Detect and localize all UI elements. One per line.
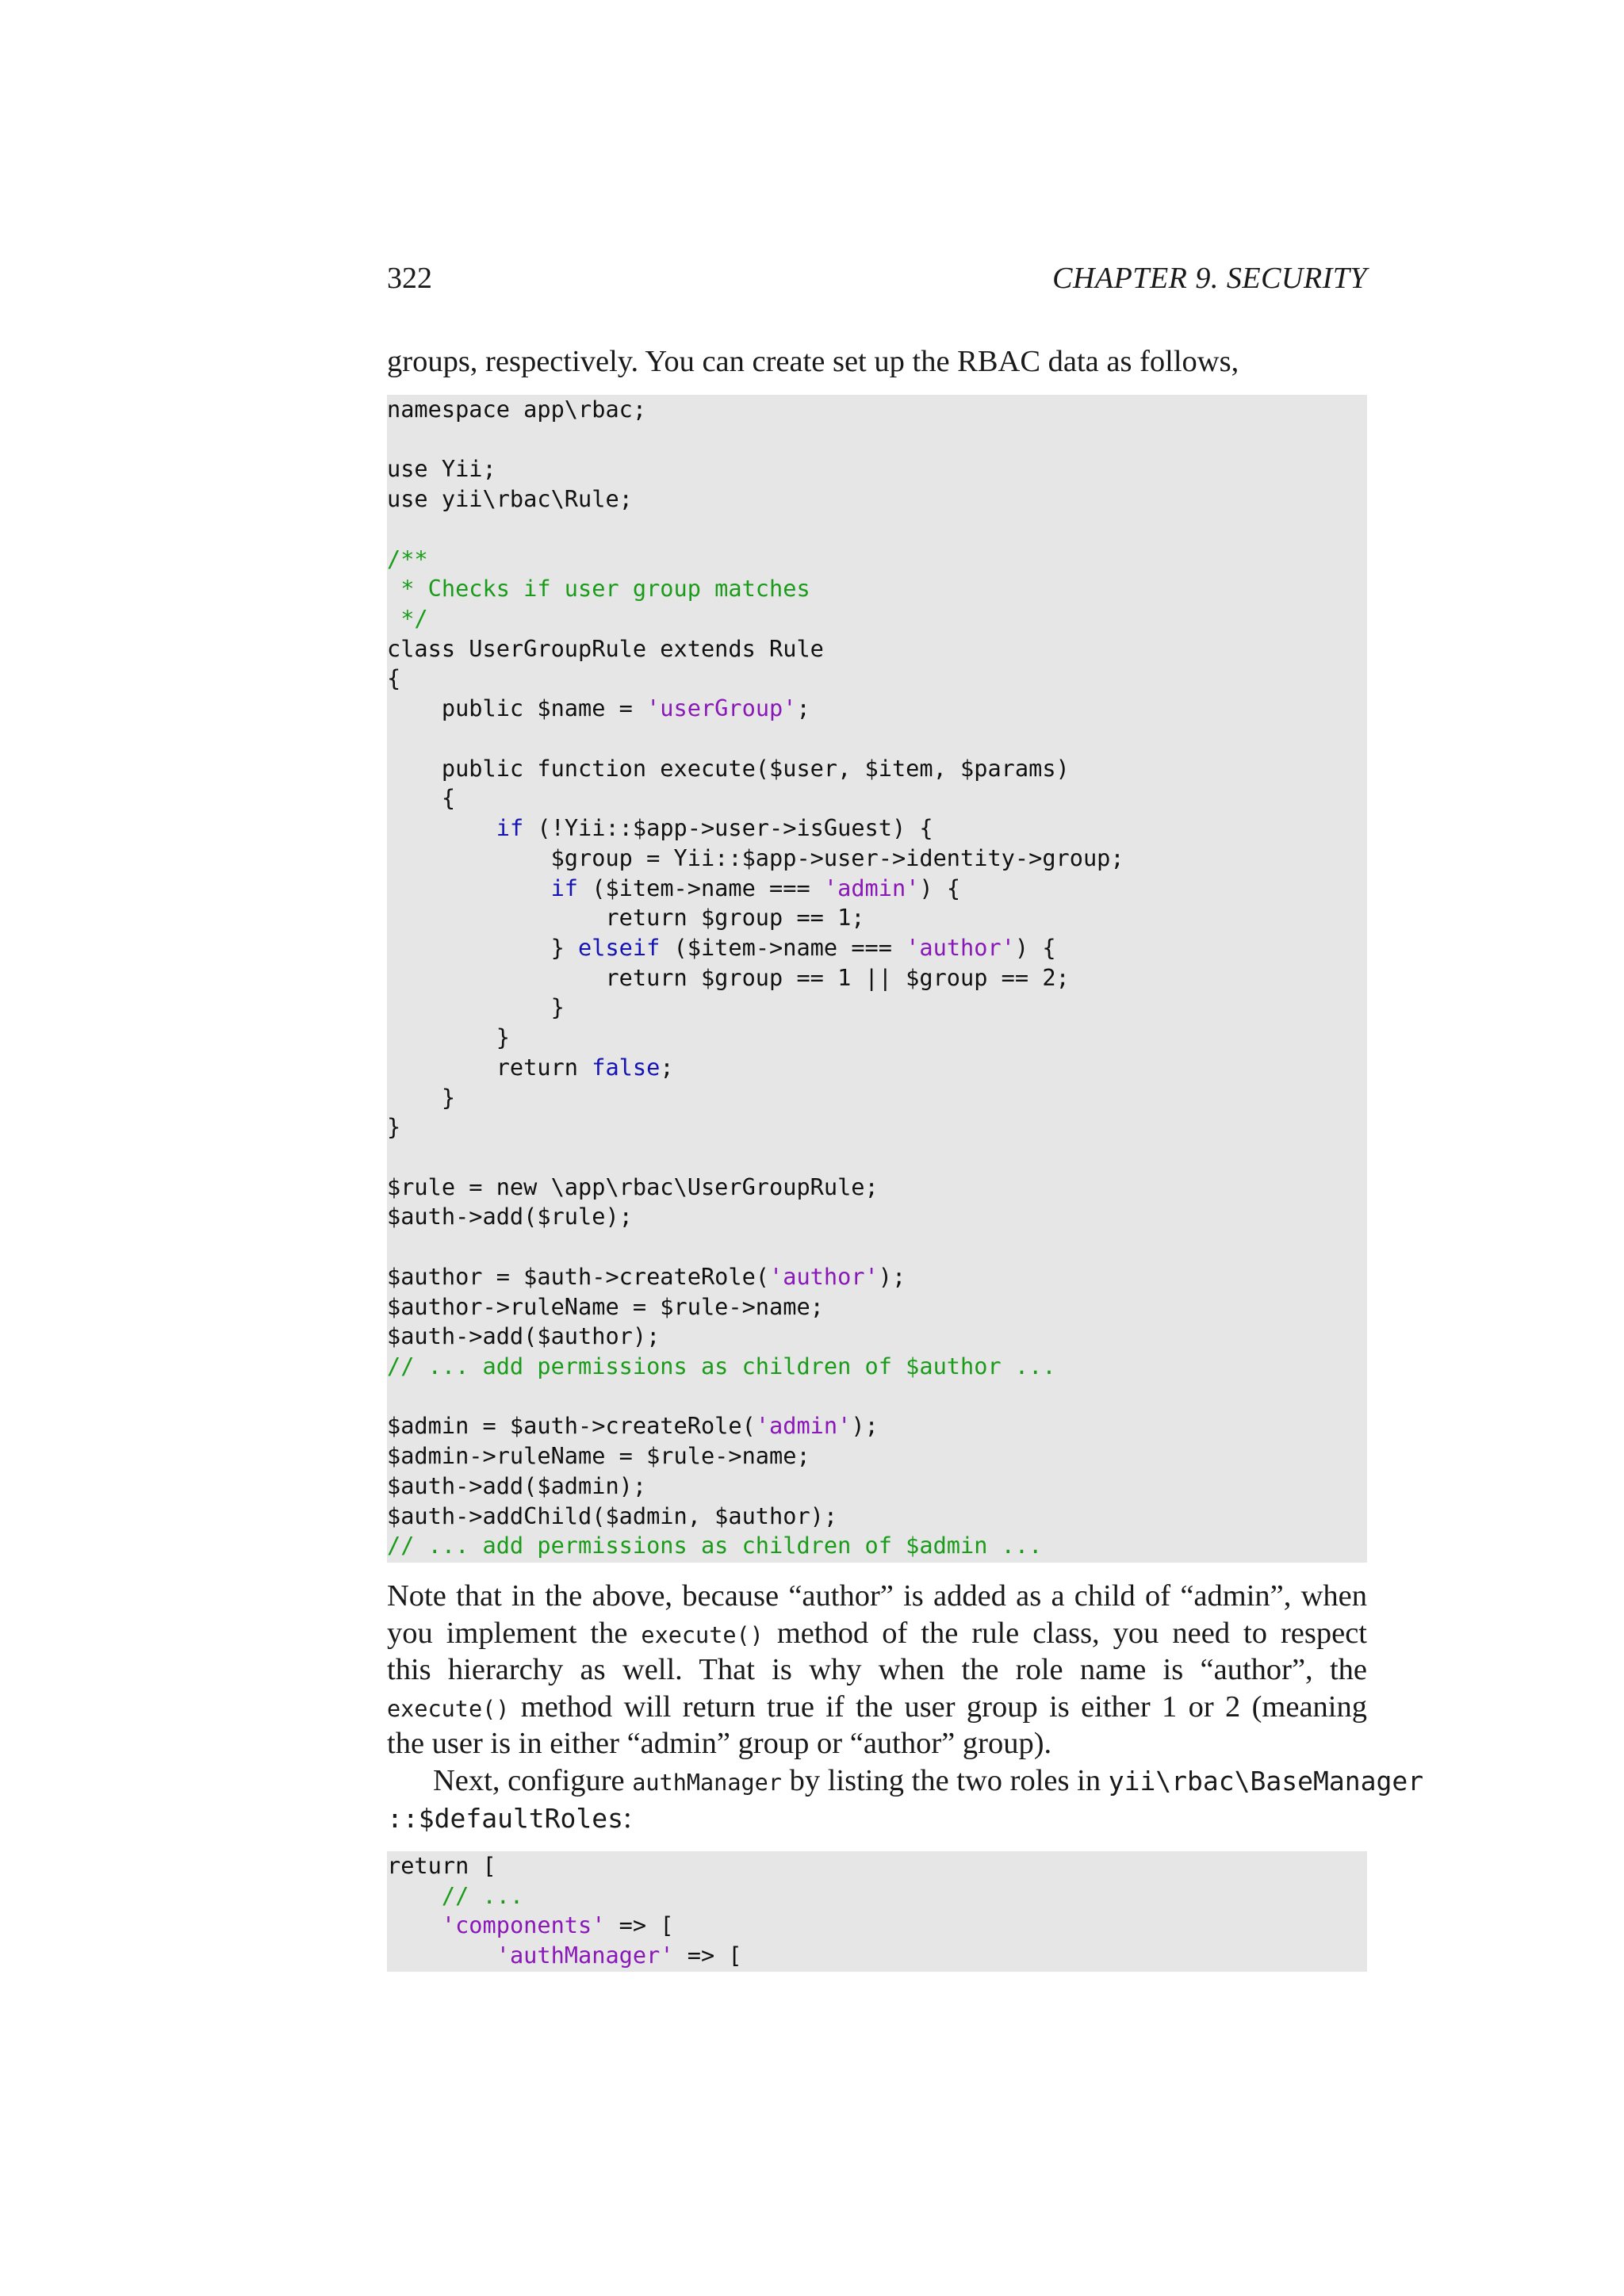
note-line: the user is in either “admin” group or “author” group). [387, 1727, 1052, 1760]
code-line: } [387, 1083, 456, 1111]
code-line: use yii\rbac\Rule; [387, 485, 633, 513]
chapter-title: CHAPTER 9. SECURITY [1052, 262, 1367, 295]
code-line: use Yii; [387, 455, 496, 483]
code-line: } [387, 993, 565, 1021]
code-line: $author = $auth->createRole('author'); [387, 1262, 906, 1290]
code-line-blank [387, 1232, 1367, 1262]
code-line: $group = Yii::$app->user->identity->group; [387, 844, 1124, 871]
code-string: 'components' [441, 1911, 606, 1939]
code-line: return false; [387, 1053, 674, 1081]
next-paragraph [387, 1762, 1424, 1836]
code-line-blank [387, 1382, 1367, 1412]
code-keyword: if [496, 814, 524, 842]
note-line: you implement the execute() method of the rule class, you need to respect [387, 1616, 1367, 1650]
intro-paragraph [387, 343, 1367, 381]
code-line: $auth->addChild($admin, $author); [387, 1502, 838, 1529]
inline-code: authManager [632, 1770, 782, 1796]
code-line: } [387, 1024, 510, 1051]
note-line: this hierarchy as well. That is why when the role name is “author”, the [387, 1653, 1367, 1686]
code-string: 'authManager' [496, 1942, 674, 1969]
code-string: 'author' [906, 933, 1015, 961]
code-line: $rule = new \app\rbac\UserGroupRule; [387, 1173, 879, 1200]
code-line: { [387, 784, 456, 812]
code-line: { [387, 664, 401, 692]
code-line: public function execute($user, $item, $params) [387, 754, 1070, 782]
code-line: if ($item->name === 'admin') { [550, 874, 961, 901]
code-string: 'author' [769, 1262, 879, 1290]
inline-code: execute() [641, 1621, 764, 1648]
code-line-blank [387, 515, 1367, 545]
next-line: Next, configure authManager by listing the two roles in yii\rbac\BaseManager [433, 1764, 1424, 1797]
code-line: } elseif ($item->name === 'author') { [387, 933, 1056, 961]
code-string: 'admin' [823, 874, 920, 901]
code-comment: */ [387, 605, 428, 633]
code-comment: // ... add permissions as children of $author ... [387, 1353, 1056, 1380]
code-line: class UserGroupRule extends Rule [387, 634, 824, 662]
note-line: execute() method will return true if the user group is either 1 or 2 (meaning [387, 1689, 1367, 1724]
inline-code: ::$defaultRoles [387, 1802, 624, 1834]
code-block-config [387, 1851, 1367, 1972]
code-line: 'authManager' => [ [496, 1942, 742, 1969]
code-line: $auth->add($admin); [387, 1471, 647, 1499]
code-comment: * Checks if user group matches [387, 575, 810, 603]
code-keyword: false [592, 1053, 661, 1081]
code-line-blank [387, 724, 1367, 754]
code-line: public $name = 'userGroup'; [387, 695, 810, 722]
code-line: $auth->add($rule); [387, 1203, 633, 1230]
code-line: $author->ruleName = $rule->name; [387, 1292, 824, 1320]
code-comment: // ... add permissions as children of $admin ... [387, 1532, 1043, 1559]
code-line: } [387, 1113, 401, 1141]
code-line: $auth->add($author); [387, 1322, 661, 1350]
inline-code: execute() [387, 1695, 510, 1722]
code-line: 'components' => [ [441, 1911, 674, 1939]
note-line: Note that in the above, because “author” is added as a child of “admin”, when [387, 1579, 1367, 1613]
intro-line: groups, respectively. You can create set up the RBAC data as follows, [387, 345, 1239, 378]
code-line-blank [387, 1142, 1367, 1173]
inline-code: yii\rbac\BaseManager [1108, 1766, 1424, 1797]
code-comment: /** [387, 545, 428, 572]
note-paragraph [387, 1578, 1367, 1762]
code-string: 'admin' [755, 1412, 852, 1440]
code-string: 'userGroup' [646, 695, 797, 722]
next-line: ::$defaultRoles: [387, 1800, 632, 1835]
code-block-rbac-setup [387, 395, 1367, 1563]
code-keyword: if [550, 874, 579, 901]
code-line: namespace app\rbac; [387, 396, 647, 423]
code-keyword: elseif [578, 933, 661, 961]
code-line: $admin->ruleName = $rule->name; [387, 1442, 810, 1470]
code-line: $admin = $auth->createRole('admin'); [387, 1412, 879, 1440]
code-comment: // ... [387, 1881, 524, 1909]
code-line: return $group == 1 || $group == 2; [387, 963, 1070, 991]
running-header [387, 258, 1367, 298]
code-line: return [ [387, 1852, 496, 1879]
page-number: 322 [387, 262, 432, 295]
code-line: return $group == 1; [387, 904, 865, 932]
code-line-blank [387, 425, 1367, 455]
code-line: if (!Yii::$app->user->isGuest) { [496, 814, 933, 842]
